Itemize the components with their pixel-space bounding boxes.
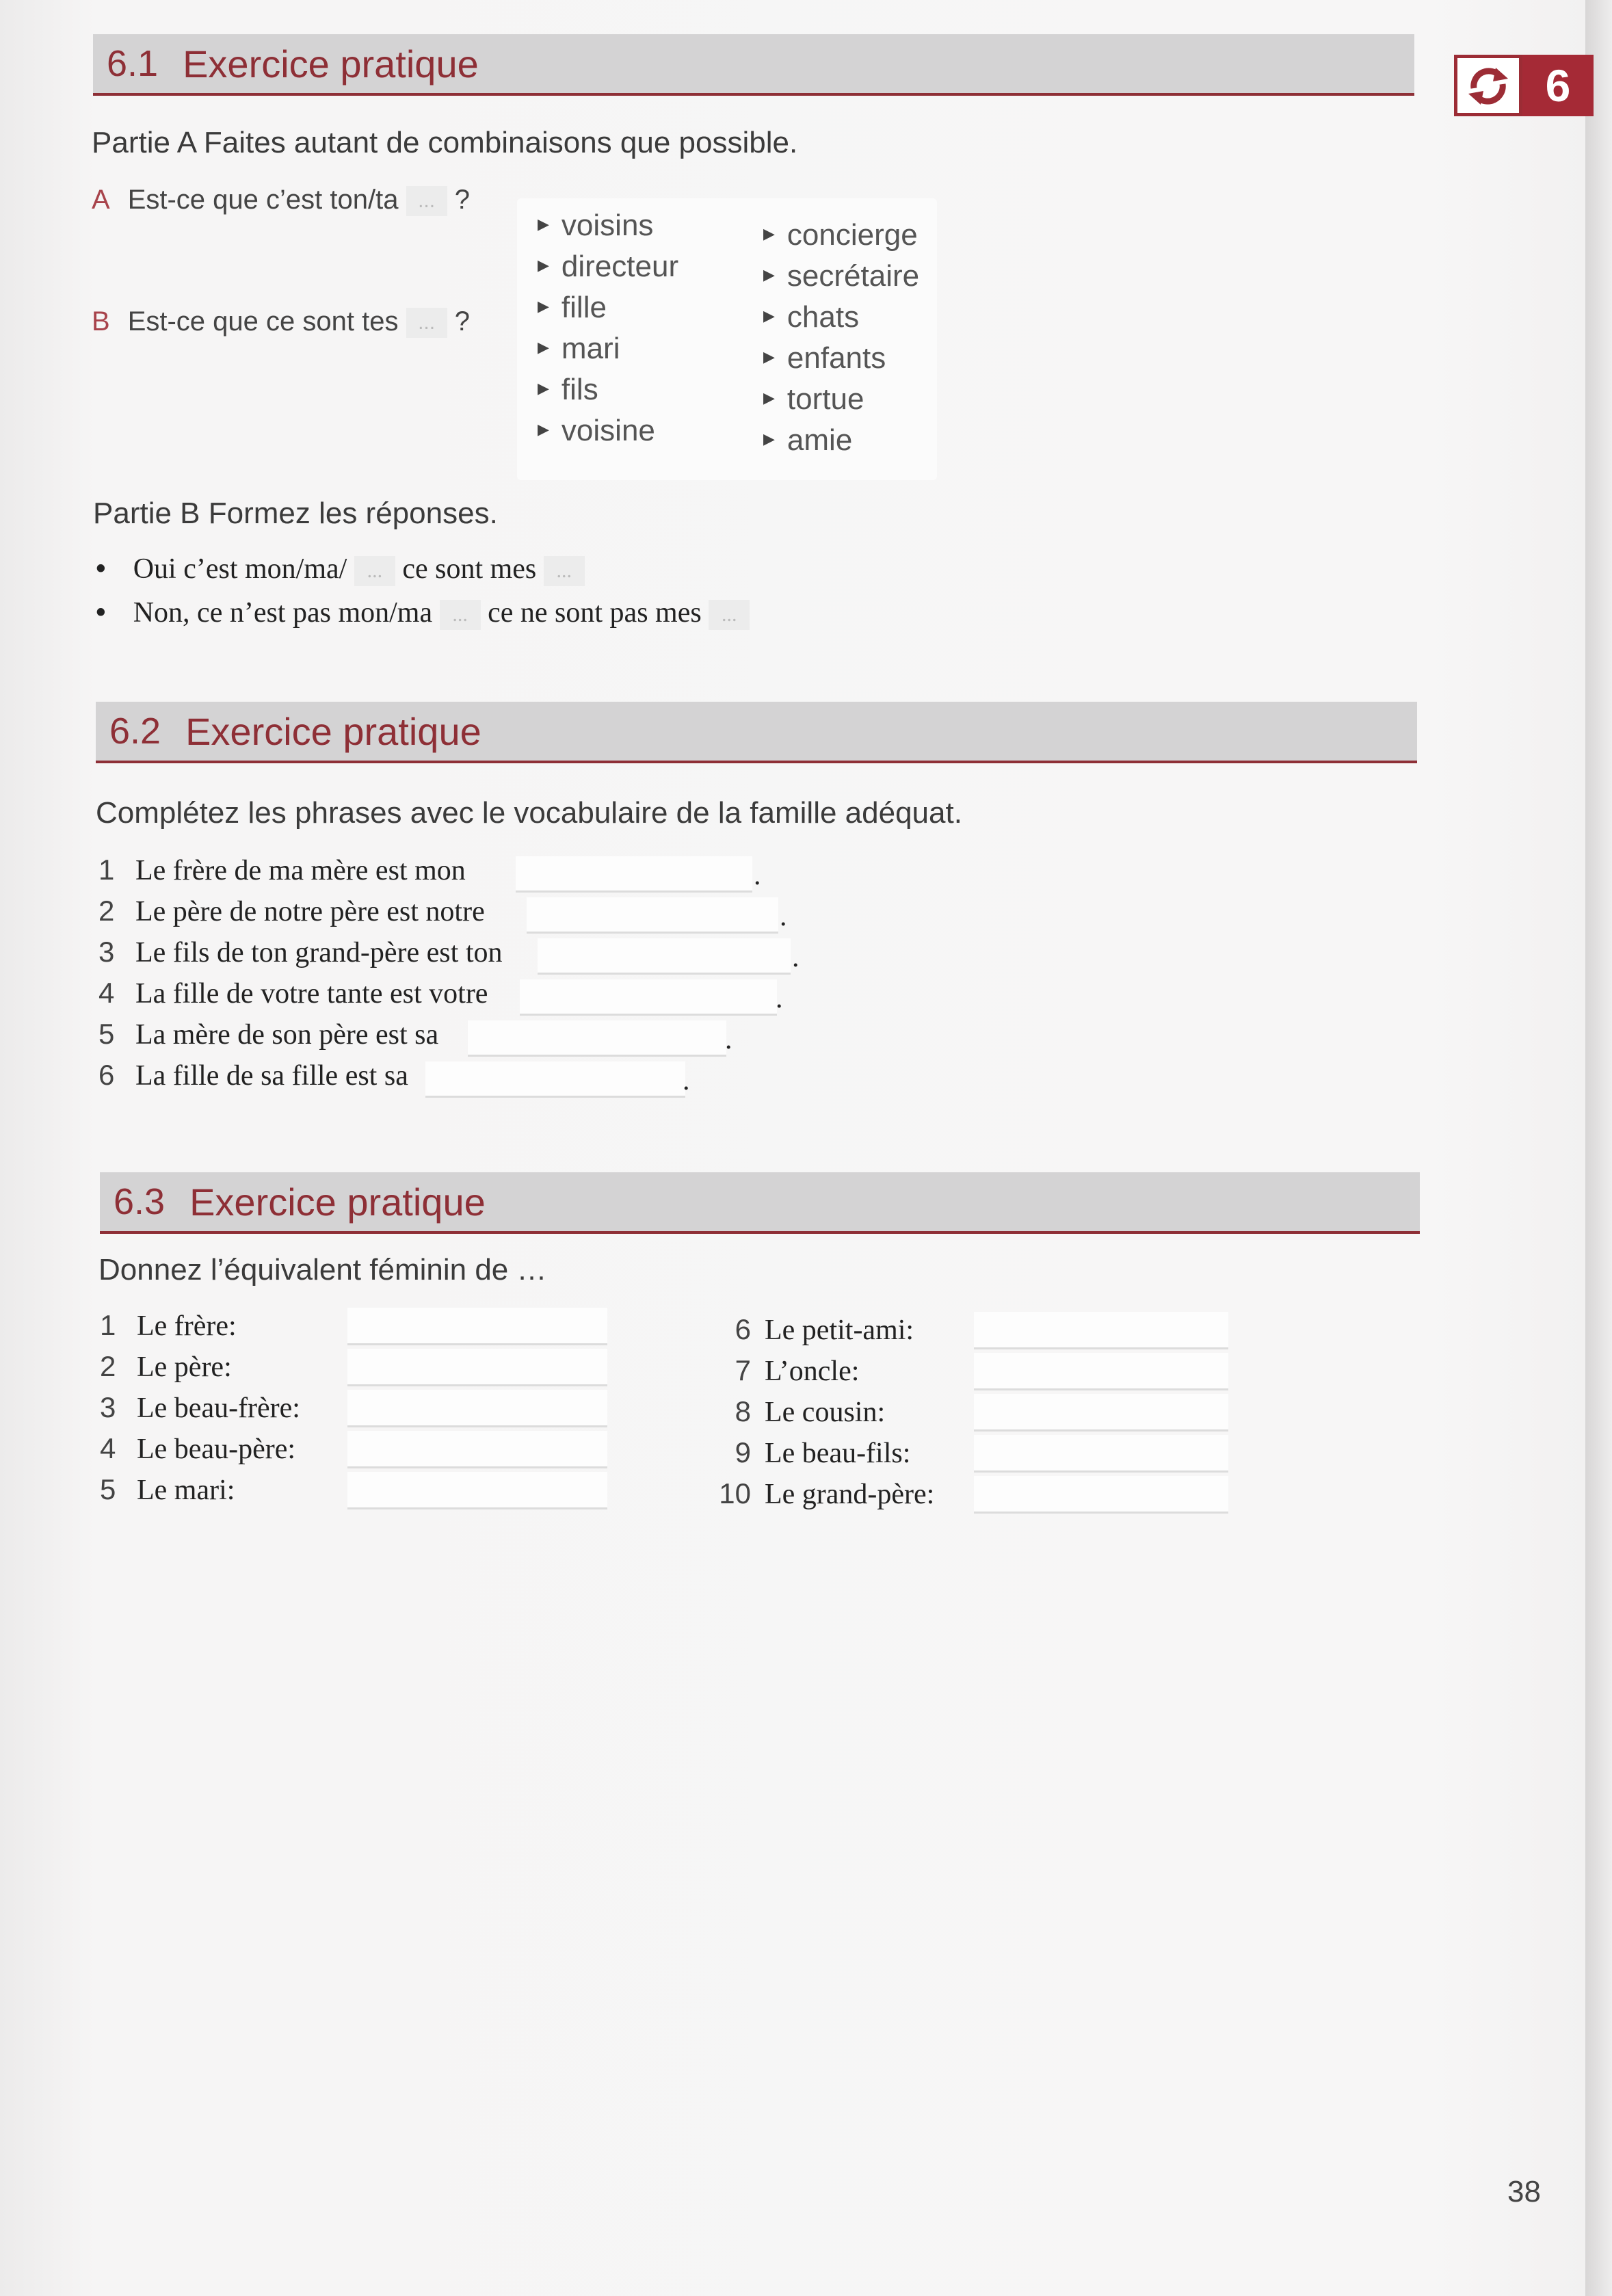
period: . bbox=[683, 1065, 690, 1096]
question-mark: ? bbox=[454, 306, 470, 337]
sentence-text: Le fils de ton grand-père est ton bbox=[135, 937, 503, 968]
sentence-row bbox=[98, 854, 466, 887]
answer-field[interactable] bbox=[527, 897, 778, 934]
item-text: Le grand-père: bbox=[765, 1479, 935, 1510]
item-number: 4 bbox=[100, 1432, 116, 1464]
item-number: 6 bbox=[735, 1313, 751, 1345]
blank-dots: ... bbox=[406, 308, 447, 338]
feminine-row bbox=[100, 1391, 300, 1425]
item-number: 2 bbox=[98, 895, 115, 927]
item-number: 6 bbox=[98, 1059, 115, 1091]
feminine-row bbox=[100, 1473, 235, 1507]
question-letter: B bbox=[92, 306, 110, 337]
sentence-row bbox=[98, 1018, 438, 1051]
sentence-row bbox=[98, 895, 485, 928]
item-number: 3 bbox=[100, 1391, 116, 1423]
bullet-dot: • bbox=[96, 597, 106, 629]
item-number: 7 bbox=[735, 1354, 751, 1386]
period: . bbox=[754, 860, 761, 891]
sentence-row bbox=[98, 1059, 408, 1092]
word-column-1 bbox=[538, 205, 678, 451]
chapter-tab bbox=[1454, 55, 1594, 116]
word-item: ▶ voisins bbox=[538, 205, 678, 246]
item-number: 5 bbox=[98, 1018, 115, 1050]
answer-field[interactable] bbox=[347, 1431, 607, 1468]
refresh-arrows-icon bbox=[1454, 55, 1522, 116]
answer-field[interactable] bbox=[347, 1390, 607, 1427]
item-number: 8 bbox=[735, 1395, 751, 1427]
word-item: ▶ enfants bbox=[763, 338, 919, 379]
item-number: 9 bbox=[735, 1436, 751, 1468]
item-number: 1 bbox=[100, 1309, 116, 1341]
word-item: ▶ fils bbox=[538, 369, 678, 410]
sentence-text: La fille de sa fille est sa bbox=[135, 1060, 408, 1092]
sentence-text: La fille de votre tante est votre bbox=[135, 978, 488, 1010]
blank-dots: ... bbox=[709, 600, 750, 630]
feminine-row bbox=[698, 1436, 910, 1470]
item-number: 5 bbox=[100, 1473, 116, 1505]
item-number: 10 bbox=[719, 1477, 751, 1509]
word-item: ▶ chats bbox=[763, 297, 919, 338]
word-item: ▶ secrétaire bbox=[763, 256, 919, 297]
word-item: ▶ voisine bbox=[538, 410, 678, 451]
part-a-instruction: Partie A Faites autant de combinaisons que possible. bbox=[92, 126, 798, 159]
section-title: Exercice pratique bbox=[183, 42, 479, 85]
section-header-6-3 bbox=[100, 1172, 1420, 1234]
item-number: 4 bbox=[98, 977, 115, 1009]
item-text: Le petit-ami: bbox=[765, 1315, 914, 1346]
item-number: 2 bbox=[100, 1350, 116, 1382]
bullet-text: ce sont mes bbox=[402, 553, 537, 585]
word-item: ▶ concierge bbox=[763, 215, 919, 256]
word-item: ▶ fille bbox=[538, 287, 678, 328]
period: . bbox=[792, 942, 800, 973]
section-number: 6.3 bbox=[114, 1181, 166, 1222]
word-item: ▶ mari bbox=[538, 328, 678, 369]
item-text: Le beau-fils: bbox=[765, 1438, 911, 1469]
answer-bullet-1 bbox=[96, 553, 585, 586]
feminine-row bbox=[100, 1309, 237, 1343]
item-text: Le beau-père: bbox=[137, 1434, 296, 1465]
sentence-text: La mère de son père est sa bbox=[135, 1019, 439, 1051]
feminine-row bbox=[698, 1354, 859, 1388]
item-text: Le cousin: bbox=[765, 1397, 886, 1428]
bullet-text: Non, ce n’est pas mon/ma bbox=[133, 597, 433, 629]
part-b-instruction: Partie B Formez les réponses. bbox=[93, 497, 498, 530]
section-title: Exercice pratique bbox=[189, 1180, 486, 1224]
question-mark: ? bbox=[454, 185, 470, 215]
answer-field[interactable] bbox=[538, 938, 791, 975]
blank-dots: ... bbox=[440, 600, 481, 630]
sentence-text: Le frère de ma mère est mon bbox=[135, 855, 466, 886]
item-number: 3 bbox=[98, 936, 115, 968]
answer-bullet-2 bbox=[96, 596, 750, 630]
blank-dots: ... bbox=[544, 556, 585, 586]
feminine-row bbox=[698, 1395, 885, 1429]
question-text: Est-ce que ce sont tes bbox=[127, 306, 399, 337]
exercise-instruction: Donnez l’équivalent féminin de … bbox=[98, 1253, 547, 1286]
answer-field[interactable] bbox=[347, 1349, 607, 1386]
exercise-instruction: Complétez les phrases avec le vocabulaire de la famille adéquat. bbox=[96, 796, 962, 830]
question-letter: A bbox=[92, 185, 110, 215]
answer-field[interactable] bbox=[974, 1394, 1228, 1431]
item-text: Le mari: bbox=[137, 1475, 235, 1506]
word-box bbox=[517, 198, 937, 480]
feminine-row bbox=[698, 1313, 914, 1347]
answer-field[interactable] bbox=[974, 1353, 1228, 1390]
question-text: Est-ce que c’est ton/ta bbox=[127, 185, 399, 215]
section-header-6-1 bbox=[93, 34, 1414, 96]
answer-field[interactable] bbox=[468, 1020, 726, 1057]
item-text: L’oncle: bbox=[765, 1356, 860, 1387]
answer-field[interactable] bbox=[425, 1061, 685, 1098]
section-number: 6.2 bbox=[109, 711, 161, 752]
word-item: ▶ directeur bbox=[538, 246, 678, 287]
page-number: 38 bbox=[1507, 2175, 1541, 2208]
answer-field[interactable] bbox=[974, 1312, 1228, 1349]
sentence-row bbox=[98, 977, 488, 1010]
item-number: 1 bbox=[98, 854, 115, 886]
feminine-row bbox=[698, 1477, 934, 1511]
question-a bbox=[92, 185, 470, 216]
answer-field[interactable] bbox=[516, 856, 752, 893]
word-item: ▶ amie bbox=[763, 420, 919, 461]
word-item: ▶ tortue bbox=[763, 379, 919, 420]
section-title: Exercice pratique bbox=[185, 709, 481, 753]
page-edge bbox=[1585, 0, 1612, 2296]
item-text: Le père: bbox=[137, 1351, 232, 1383]
section-number: 6.1 bbox=[107, 43, 159, 84]
blank-dots: ... bbox=[354, 556, 395, 586]
word-column-2 bbox=[763, 215, 919, 461]
section-header-6-2 bbox=[96, 702, 1417, 763]
feminine-row bbox=[100, 1350, 232, 1384]
period: . bbox=[776, 983, 783, 1014]
question-b bbox=[92, 306, 470, 338]
feminine-row bbox=[100, 1432, 295, 1466]
blank-dots: ... bbox=[406, 186, 447, 216]
bullet-dot: • bbox=[96, 553, 106, 585]
item-text: Le frère: bbox=[137, 1310, 237, 1342]
answer-field[interactable] bbox=[974, 1476, 1228, 1514]
answer-field[interactable] bbox=[347, 1308, 607, 1345]
bullet-text: ce ne sont pas mes bbox=[488, 597, 702, 629]
chapter-number: 6 bbox=[1522, 55, 1594, 116]
answer-field[interactable] bbox=[520, 979, 777, 1016]
answer-field[interactable] bbox=[347, 1472, 607, 1509]
period: . bbox=[780, 901, 787, 932]
item-text: Le beau-frère: bbox=[137, 1393, 300, 1424]
sentence-row bbox=[98, 936, 502, 969]
answer-field[interactable] bbox=[974, 1435, 1228, 1473]
sentence-text: Le père de notre père est notre bbox=[135, 896, 485, 927]
bullet-text: Oui c’est mon/ma/ bbox=[133, 553, 347, 585]
period: . bbox=[725, 1024, 732, 1055]
